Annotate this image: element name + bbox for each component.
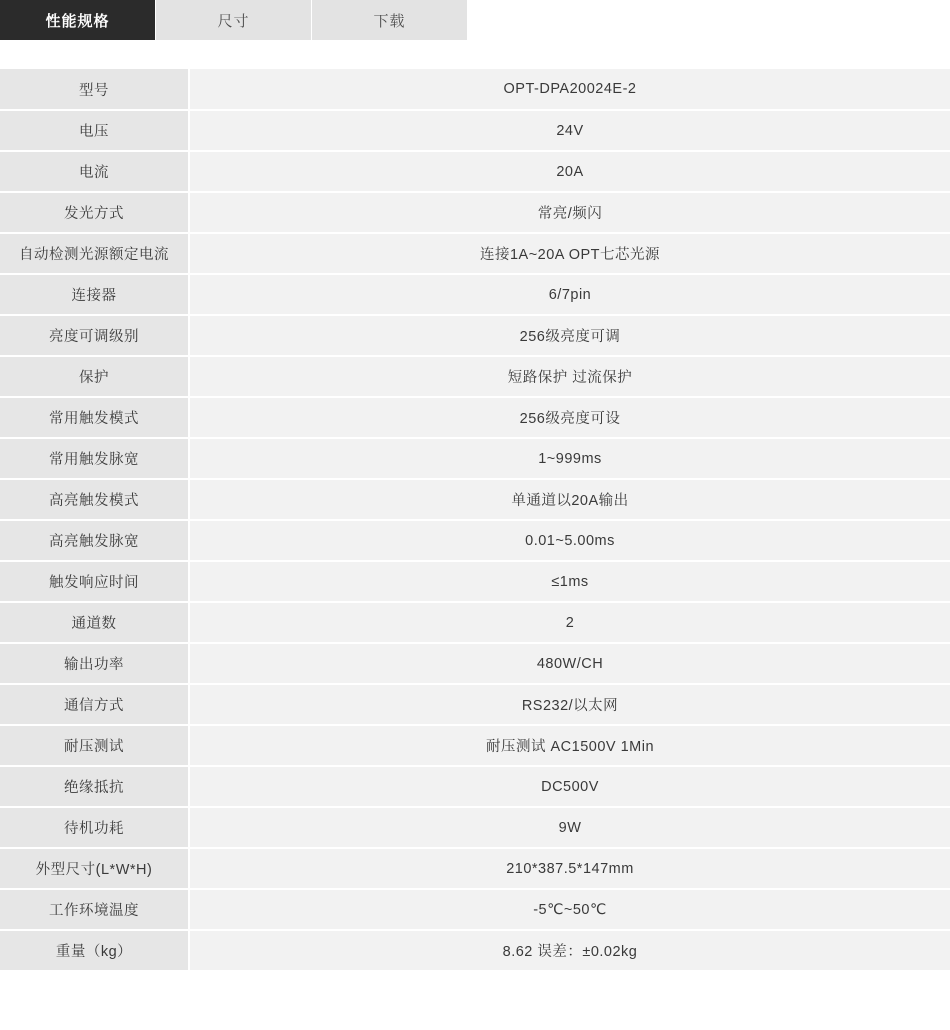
- row-label: 型号: [0, 69, 189, 110]
- row-value: 24V: [189, 110, 950, 151]
- tab-download-label: 下载: [373, 12, 406, 30]
- table-row: [0, 356, 950, 397]
- row-label: 重量（kg）: [0, 930, 189, 971]
- row-label: 待机功耗: [0, 807, 189, 848]
- row-label: 工作环境温度: [0, 889, 189, 930]
- row-label: 高亮触发模式: [0, 479, 189, 520]
- table-row: [0, 315, 950, 356]
- table-row: [0, 69, 950, 110]
- table-row: [0, 192, 950, 233]
- table-row: [0, 397, 950, 438]
- row-label: 通道数: [0, 602, 189, 643]
- row-value: 256级亮度可调: [189, 315, 950, 356]
- row-value: RS232/以太网: [189, 684, 950, 725]
- row-value: 常亮/频闪: [189, 192, 950, 233]
- table-row: [0, 479, 950, 520]
- table-row: [0, 807, 950, 848]
- table-row: [0, 725, 950, 766]
- table-row: [0, 110, 950, 151]
- row-value: 6/7pin: [189, 274, 950, 315]
- row-value: -5℃~50℃: [189, 889, 950, 930]
- table-row: [0, 930, 950, 971]
- row-label: 耐压测试: [0, 725, 189, 766]
- row-label: 通信方式: [0, 684, 189, 725]
- table-row: [0, 602, 950, 643]
- row-value: 9W: [189, 807, 950, 848]
- table-row: [0, 643, 950, 684]
- table-row: [0, 520, 950, 561]
- row-value: 256级亮度可设: [189, 397, 950, 438]
- row-label: 输出功率: [0, 643, 189, 684]
- row-label: 自动检测光源额定电流: [0, 233, 189, 274]
- tab-performance-spec-label: 性能规格: [45, 12, 110, 30]
- row-value: 2: [189, 602, 950, 643]
- row-label: 外型尺寸(L*W*H): [0, 848, 189, 889]
- row-value: 1~999ms: [189, 438, 950, 479]
- table-row: [0, 561, 950, 602]
- table-row: [0, 233, 950, 274]
- table-row: [0, 848, 950, 889]
- tab-bar: [0, 0, 950, 41]
- table-row: [0, 274, 950, 315]
- row-value: 210*387.5*147mm: [189, 848, 950, 889]
- row-value: 短路保护 过流保护: [189, 356, 950, 397]
- row-value: OPT-DPA20024E-2: [189, 69, 950, 110]
- table-row: [0, 151, 950, 192]
- row-label: 电流: [0, 151, 189, 192]
- bottom-spacer: [0, 972, 950, 984]
- row-value: 480W/CH: [189, 643, 950, 684]
- row-value: ≤1ms: [189, 561, 950, 602]
- row-label: 高亮触发脉宽: [0, 520, 189, 561]
- row-label: 触发响应时间: [0, 561, 189, 602]
- table-row: [0, 766, 950, 807]
- row-label: 发光方式: [0, 192, 189, 233]
- row-label: 保护: [0, 356, 189, 397]
- tab-content-spacer: [0, 41, 950, 69]
- tab-dimensions[interactable]: [156, 0, 312, 40]
- row-value: 20A: [189, 151, 950, 192]
- specification-table-body: [0, 69, 950, 971]
- row-value: 0.01~5.00ms: [189, 520, 950, 561]
- row-label: 电压: [0, 110, 189, 151]
- row-value: 8.62 误差：±0.02kg: [189, 930, 950, 971]
- row-value: 耐压测试 AC1500V 1Min: [189, 725, 950, 766]
- row-value: 连接1A~20A OPT七芯光源: [189, 233, 950, 274]
- row-label: 绝缘抵抗: [0, 766, 189, 807]
- row-value: DC500V: [189, 766, 950, 807]
- table-row: [0, 684, 950, 725]
- row-label: 常用触发脉宽: [0, 438, 189, 479]
- specification-table: [0, 69, 950, 972]
- tab-download[interactable]: [312, 0, 468, 40]
- row-label: 连接器: [0, 274, 189, 315]
- table-row: [0, 438, 950, 479]
- tab-dimensions-label: 尺寸: [217, 12, 250, 30]
- table-row: [0, 889, 950, 930]
- row-value: 单通道以20A输出: [189, 479, 950, 520]
- row-label: 常用触发模式: [0, 397, 189, 438]
- tab-performance-spec[interactable]: [0, 0, 156, 40]
- row-label: 亮度可调级别: [0, 315, 189, 356]
